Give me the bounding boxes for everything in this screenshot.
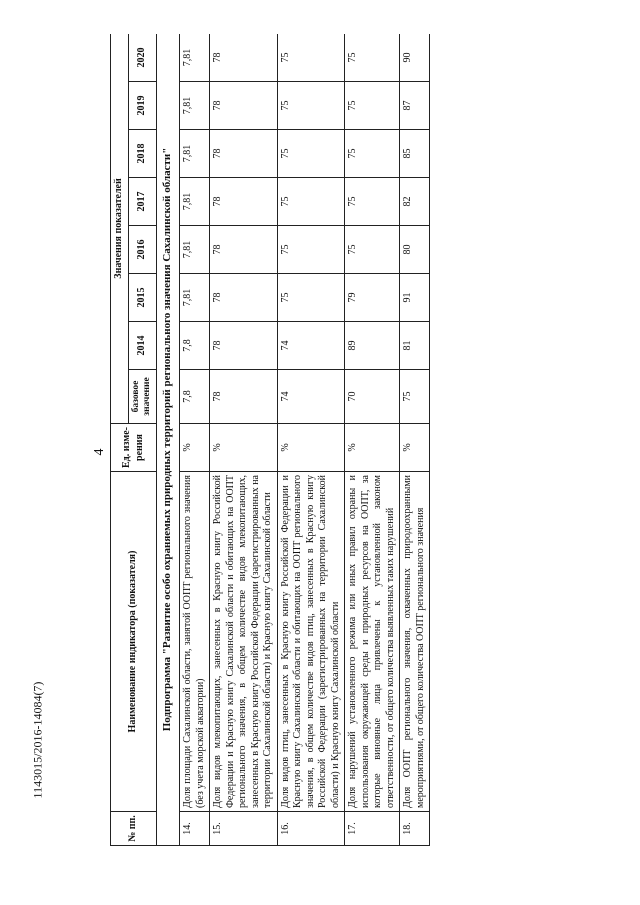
row-number: 17.: [345, 812, 400, 846]
year-value: 79: [345, 274, 400, 322]
table-row: [210, 34, 278, 846]
year-value: 75: [277, 274, 345, 322]
year-value: 7,81: [180, 82, 210, 130]
indicator-name: Доля площади Сахалинской области, занятой ООПТ регионального значения (без учета морской акватории): [180, 472, 210, 812]
header-year: 2020: [128, 34, 157, 82]
header-year: 2019: [128, 82, 157, 130]
year-value: 75: [345, 130, 400, 178]
year-value: 75: [345, 34, 400, 82]
indicator-table: [110, 34, 430, 846]
year-value: 7,81: [180, 274, 210, 322]
unit-cell: %: [345, 424, 400, 472]
header-unit: Ед. изме-рения: [111, 424, 157, 472]
base-value: 74: [277, 370, 345, 424]
table-row: [345, 34, 400, 846]
base-value: 7,8: [180, 370, 210, 424]
year-value: 80: [400, 226, 430, 274]
year-value: 78: [210, 82, 278, 130]
indicator-name: Доля видов птиц, занесенных в Красную книгу Российской Федерации и Красную книгу Сахалинской области и обитающих на ООПТ регионального значения, в общем количестве видов птиц, занесенных в Красную книгу Российской Федерации (зарегистрированных на территории Сахалинской области) и Красную книгу Сахалинской области: [277, 472, 345, 812]
header-year: 2016: [128, 226, 157, 274]
year-value: 85: [400, 130, 430, 178]
table-row: [400, 34, 430, 846]
header-row-1: [111, 34, 129, 846]
indicator-name: Доля видов млекопитающих, занесенных в Красную книгу Российской Федерации и Красную книгу Сахалинской области и обитающих на ООПТ регионального значения, в общем количестве видов млекопитающих, занесенных в Красную книгу Российской Федерации (зарегистрированных на территории Сахалинской области) и Красную книгу Сахалинской области: [210, 472, 278, 812]
year-value: 75: [277, 130, 345, 178]
year-value: 91: [400, 274, 430, 322]
rotated-page-content: [110, 34, 610, 846]
indicator-table-container: [110, 34, 610, 846]
year-value: 78: [210, 274, 278, 322]
year-value: 89: [345, 322, 400, 370]
year-value: 82: [400, 178, 430, 226]
year-value: 7,81: [180, 34, 210, 82]
year-value: 81: [400, 322, 430, 370]
unit-cell: %: [180, 424, 210, 472]
year-value: 75: [277, 226, 345, 274]
year-value: 90: [400, 34, 430, 82]
unit-cell: %: [400, 424, 430, 472]
year-value: 78: [210, 178, 278, 226]
header-base: базовое значение: [128, 370, 157, 424]
base-value: 75: [400, 370, 430, 424]
year-value: 7,81: [180, 130, 210, 178]
document-code: 1143015/2016-14084(7): [30, 681, 45, 799]
year-value: 78: [210, 130, 278, 178]
year-value: 75: [345, 82, 400, 130]
row-number: 16.: [277, 812, 345, 846]
subprogram-title: Подпрограмма "Развитие особо охраняемых природных территорий регионального значения Сахалинской области": [157, 34, 180, 846]
year-value: 75: [277, 178, 345, 226]
year-value: 75: [277, 82, 345, 130]
base-value: 78: [210, 370, 278, 424]
table-row: [277, 34, 345, 846]
indicator-name: Доля ООПТ регионального значения, охваченных природоохранными мероприятиями, от общего количества ООПТ регионального значения: [400, 472, 430, 812]
subprogram-row: [157, 34, 180, 846]
year-value: 75: [345, 226, 400, 274]
page-number: 4: [92, 448, 107, 456]
year-value: 74: [277, 322, 345, 370]
row-number: 15.: [210, 812, 278, 846]
header-year: 2018: [128, 130, 157, 178]
header-year: 2015: [128, 274, 157, 322]
year-value: 7,81: [180, 226, 210, 274]
indicator-name: Доля нарушений установленного режима или иных правил охраны и использования окружающей среды и природных ресурсов на ООПТ, за которые виновные лица привлечены к установленной законом ответственности, от общего количества выявленных таких нарушений: [345, 472, 400, 812]
year-value: 78: [210, 34, 278, 82]
base-value: 70: [345, 370, 400, 424]
year-value: 7,81: [180, 178, 210, 226]
header-name: Наименование индикатора (показателя): [111, 472, 157, 812]
header-year: 2017: [128, 178, 157, 226]
year-value: 75: [345, 178, 400, 226]
row-number: 14.: [180, 812, 210, 846]
unit-cell: %: [210, 424, 278, 472]
year-value: 7,8: [180, 322, 210, 370]
year-value: 78: [210, 322, 278, 370]
header-num: № пп.: [111, 812, 157, 846]
year-value: 78: [210, 226, 278, 274]
header-values-group: Значения показателей: [111, 34, 129, 424]
row-number: 18.: [400, 812, 430, 846]
year-value: 75: [277, 34, 345, 82]
header-year: 2014: [128, 322, 157, 370]
year-value: 87: [400, 82, 430, 130]
table-row: [180, 34, 210, 846]
unit-cell: %: [277, 424, 345, 472]
